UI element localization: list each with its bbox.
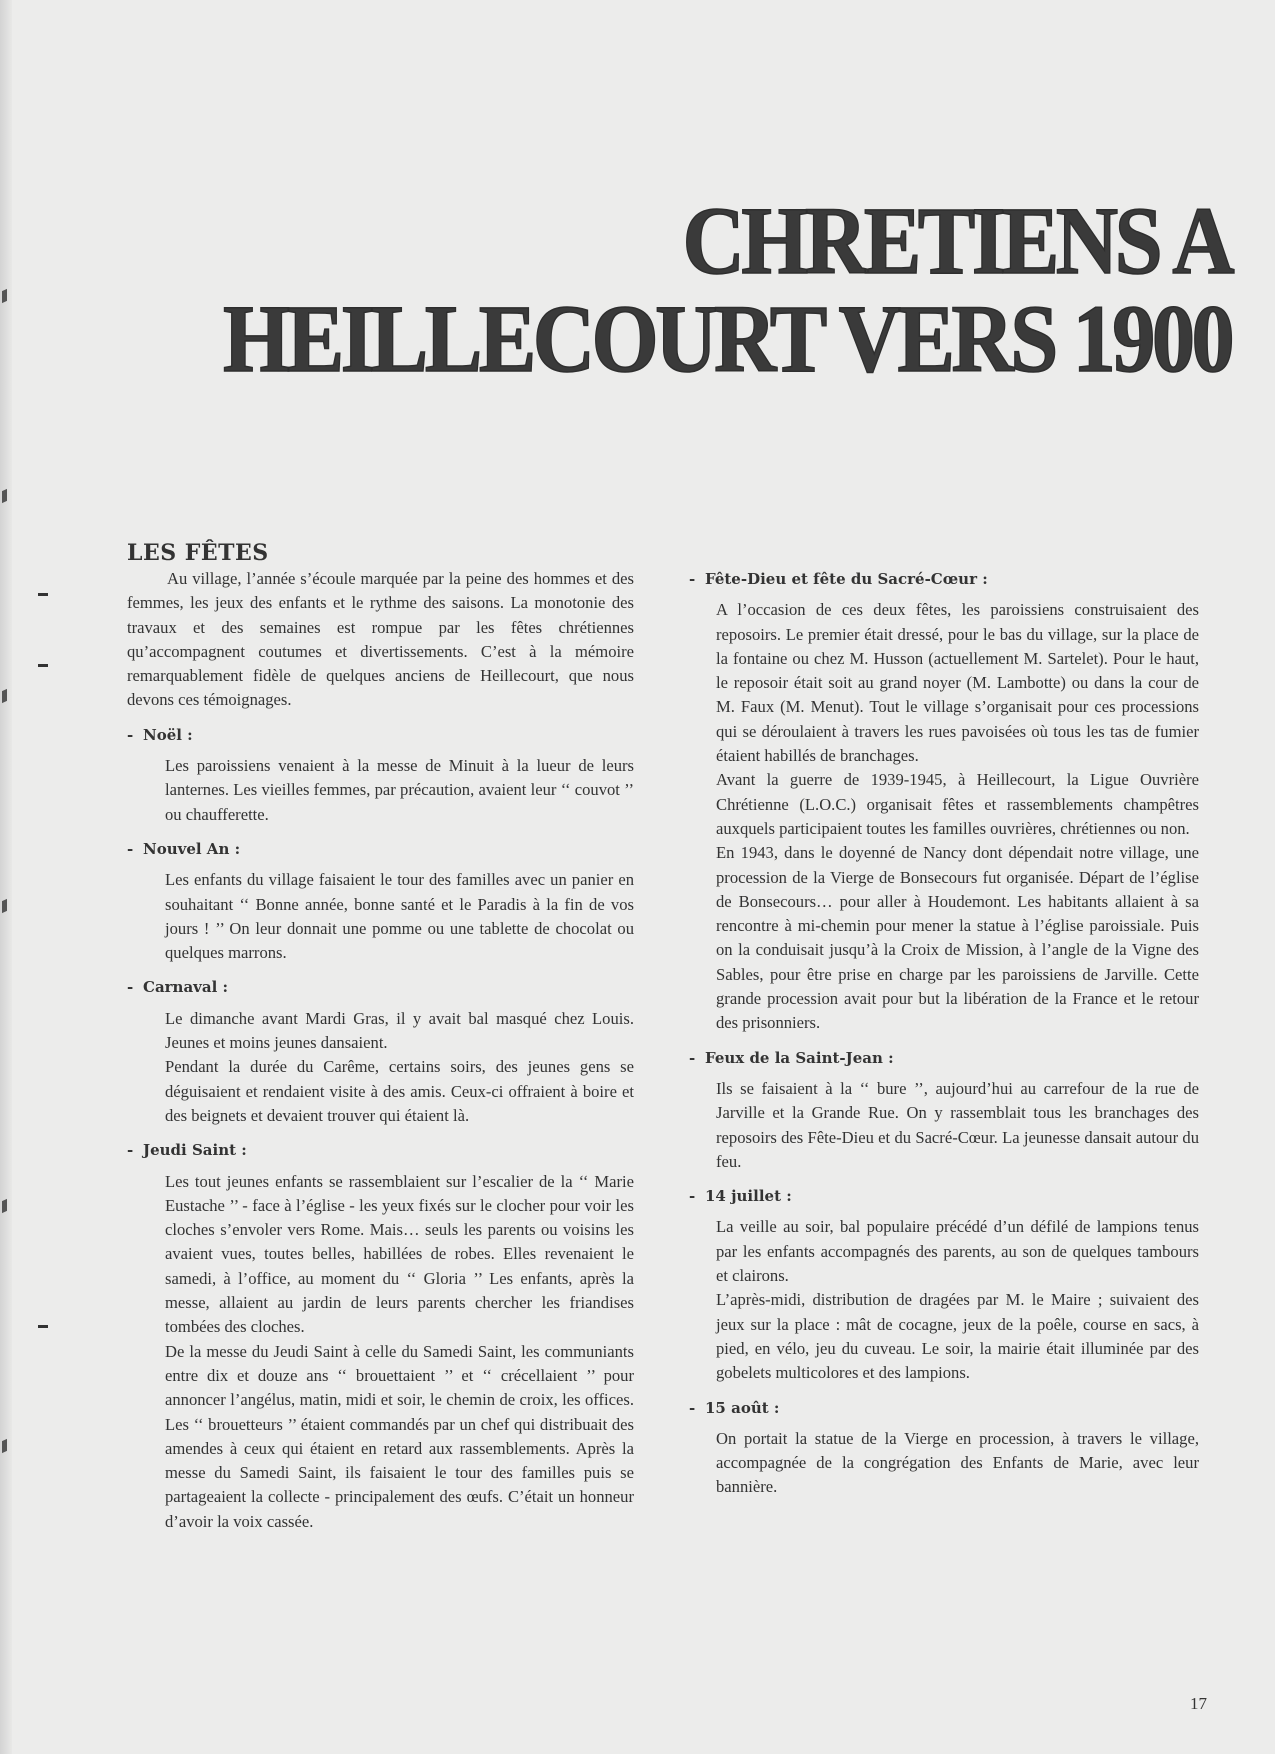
left-column (127, 567, 634, 1544)
entry-paragraph: La veille au soir, bal populaire précédé d’un défilé de lampions tenus par les enfants accompagnés des parents, au son de quelques tambours et clairons. (716, 1217, 1199, 1286)
entry-14-juillet (689, 1184, 1199, 1385)
entry-title: 15 août : (705, 1398, 780, 1417)
entry-heading (127, 975, 634, 999)
bullet-dash: - (127, 839, 134, 858)
binding-mark (2, 1439, 7, 1453)
binding-mark (2, 689, 7, 703)
staple-mark (38, 1325, 48, 1328)
entry-paragraph: De la messe du Jeudi Saint à celle du Samedi Saint, les communiants entre dix et douze ans ‘‘ brouettaient ’’ et ‘‘ crécellaient ’’ pour annoncer l’angélus, matin, midi et soir, le chemin de croix, les offices. Les ‘‘ brouetteurs ’’ étaient commandés par un chef qui distribuait des amendes à ceux qui étaient en retard aux rassemblements. Après la messe du Samedi Saint, ils faisaient le tour des familles puis se partageaient la collecte - principalement des œufs. C’était un honneur d’avoir la voix cassée. (165, 1341, 634, 1531)
entry-paragraph: Avant la guerre de 1939-1945, à Heillecourt, la Ligue Ouvrière Chrétienne (L.O.C.) organisait fêtes et rassemblements champêtres auxquels participaient toutes les familles ouvrières, chrétiennes ou non. (716, 770, 1199, 838)
entry-paragraph: Les tout jeunes enfants se rassemblaient sur l’escalier de la ‘‘ Marie Eustache ’’ - face à l’église - les yeux fixés sur le clocher pour voir les cloches s’envoler vers Rome. Mais… seuls les parents ou voisins les avaient vues, toutes belles, habillées de robes. Elles revenaient le samedi, à l’office, au moment du ‘‘ Gloria ’’ Les enfants, après la messe, allaient au jardin de leurs parents chercher les friandises tombées des cloches. (165, 1171, 634, 1337)
entry-heading (689, 1046, 1199, 1070)
intro-paragraph: Au village, l’année s’écoule marquée par la peine des hommes et des femmes, les jeux des enfants et le rythme des saisons. La monotonie des travaux et des semaines est rompue par les fêtes chrétiennes qu’accompagnent coutumes et divertissements. C’est à la mémoire remarquablement fidèle de quelques anciens de Heillecourt, que nous devons ces témoignages. (127, 569, 634, 710)
entry-paragraph: Ils se faisaient à la ‘‘ bure ’’, aujourd’hui au carrefour de la rue de Jarville et la Grande Rue. On y rassemblait tous les branchages des reposoirs des Fête-Dieu et du Sacré-Cœur. La jeunesse dansait autour du feu. (716, 1078, 1199, 1171)
entry-paragraph: Le dimanche avant Mardi Gras, il y avait bal masqué chez Louis. Jeunes et moins jeunes dansaient. (165, 1008, 634, 1053)
right-column (689, 567, 1199, 1510)
page-edge (0, 0, 12, 1754)
entry-carnaval (127, 975, 634, 1128)
bullet-dash: - (689, 570, 696, 588)
page-number: 17 (1190, 1694, 1207, 1713)
entry-paragraph: Les enfants du village faisaient le tour des familles avec un panier en souhaitant ‘‘ Bonne année, bonne santé et le Paradis à la fin de vos jours ! ’’ On leur donnait une pomme ou une tablette de chocolat ou quelques marrons. (165, 870, 634, 963)
section-heading: LES FÊTES (127, 540, 269, 567)
entry-paragraph: Les paroissiens venaient à la messe de Minuit à la lueur de leurs lanternes. Les vieilles femmes, par précaution, avaient leur ‘‘ couvot ’’ ou chaufferette. (165, 756, 634, 824)
entry-paragraph: Pendant la durée du Carême, certains soirs, des jeunes gens se déguisaient et rendaient visite à des amis. Ceux-ci offraient à boire et des beignets et devaient trouver qui étaient là. (165, 1057, 634, 1125)
bullet-dash: - (127, 1141, 134, 1160)
page-title (222, 187, 1231, 393)
entry-title: Jeudi Saint : (143, 1141, 247, 1160)
entry-title: Fête-Dieu et fête du Sacré-Cœur : (705, 570, 988, 588)
entry-title: Noël : (143, 725, 193, 744)
binding-mark (2, 899, 7, 913)
entry-title: Nouvel An : (143, 839, 241, 858)
entry-noel (127, 723, 634, 827)
entry-heading (689, 1396, 1199, 1420)
entry-title: 14 juillet : (705, 1187, 792, 1206)
binding-mark (2, 489, 7, 503)
bullet-dash: - (689, 1187, 696, 1206)
bullet-dash: - (127, 725, 134, 744)
binding-mark (2, 289, 7, 303)
entry-fete-dieu (689, 567, 1199, 1036)
binding-mark (2, 1199, 7, 1213)
bullet-dash: - (127, 978, 134, 997)
entry-heading (127, 837, 634, 861)
title-line-1: CHRETIENS A (682, 187, 1231, 295)
entry-jeudi-saint (127, 1138, 634, 1534)
entry-15-aout (689, 1396, 1199, 1500)
entry-paragraph: L’après-midi, distribution de dragées par M. le Maire ; suivaient des jeux sur la place : mât de cocagne, jeux de la poêle, course en sacs, à pied, en vélo, jeu du cuveau. Le soir, la mairie était illuminée par des gobelets multicolores et des lampions. (716, 1290, 1199, 1383)
staple-mark (38, 664, 48, 667)
entry-paragraph: On portait la statue de la Vierge en procession, à travers le village, accompagnée de la congrégation des Enfants de Marie, avec leur bannière. (716, 1428, 1199, 1497)
entry-paragraph: En 1943, dans le doyenné de Nancy dont dépendait notre village, une procession de la Vierge de Bonsecours fut organisée. Départ de l’église de Bonsecours… pour aller à Houdemont. Les habitants allaient à sa rencontre à mi-chemin pour mener la statue à l’église paroissiale. Puis on la conduisait jusqu’à la Croix de Mission, à l’angle de la Vigne des Sables, pour être prise en charge par les paroissiens de Jarville. Cette grande procession avait pour but la libération de la France et le retour des prisonniers. (716, 843, 1199, 1033)
entry-heading (689, 567, 1199, 591)
entry-saint-jean (689, 1046, 1199, 1174)
entry-heading (127, 723, 634, 747)
entry-title: Feux de la Saint-Jean : (705, 1048, 894, 1067)
bullet-dash: - (689, 1398, 696, 1417)
entry-paragraph: A l’occasion de ces deux fêtes, les paroissiens construisaient des reposoirs. Le premier était dressé, pour le bas du village, sur la place de la fontaine ou chez M. Husson (actuellement M. Sartelet). Pour le haut, le reposoir était soit au grand noyer (M. Lambotte) ou dans la cour de M. Faux (M. Menut). Tout le village s’organisait pour ces processions qui se déroulaient à travers les rues pavoisées où tous les tas de fumier étaient habillés de branchages. (716, 600, 1199, 766)
entry-heading (689, 1184, 1199, 1208)
bullet-dash: - (689, 1048, 696, 1067)
entry-title: Carnaval : (143, 978, 229, 997)
entry-heading (127, 1138, 634, 1162)
entry-nouvel-an (127, 837, 634, 965)
staple-mark (38, 593, 48, 596)
title-line-2: HEILLECOURT VERS 1900 (222, 285, 1231, 393)
